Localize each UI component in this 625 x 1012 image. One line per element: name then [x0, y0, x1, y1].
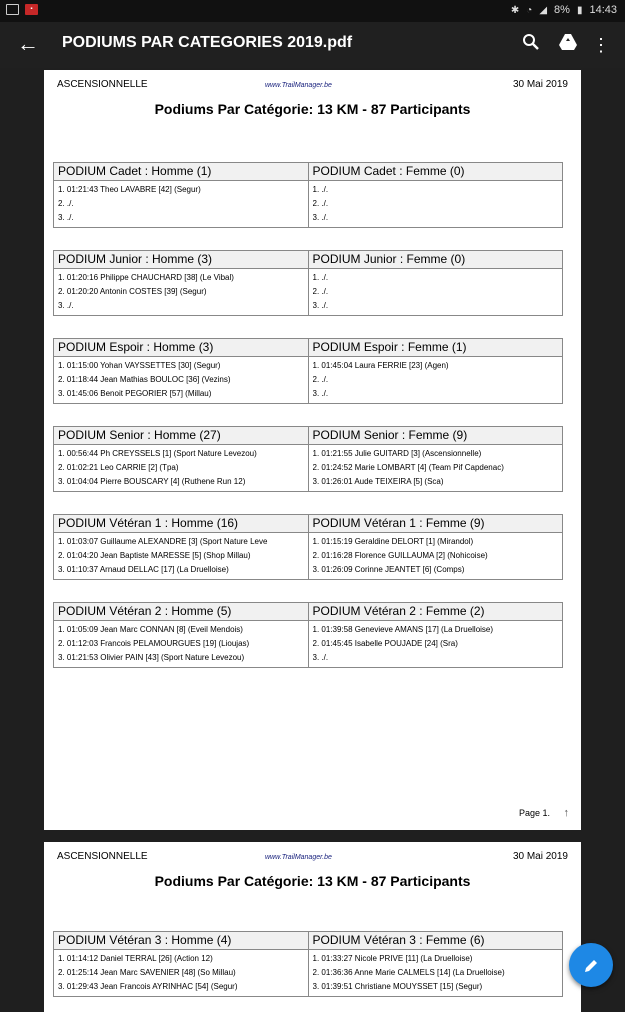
status-bar [0, 0, 625, 22]
result-row: 2. ./. [312, 375, 329, 384]
result-row: 1. 01:05:09 Jean Marc CONNAN [8] (Eveil Mendois) [58, 625, 243, 634]
battery-level: 8% [554, 4, 570, 16]
result-row: 2. ./. [312, 199, 329, 208]
result-row: 1. 01:33:27 Nicole PRIVE [11] (La Druelloise) [312, 954, 473, 963]
result-row: 1. ./. [312, 273, 329, 282]
result-row: 1. 00:56:44 Ph CREYSSELS [1] (Sport Nature Levezou) [58, 449, 257, 458]
podium-women-results [308, 533, 563, 579]
bluetooth-icon: ✱ [510, 4, 520, 16]
signal-icon: ◢ [539, 4, 548, 16]
result-row: 1. 01:03:07 Guillaume ALEXANDRE [3] (Sport Nature Leve [58, 537, 268, 546]
podium-block [53, 250, 563, 316]
podium-block [53, 338, 563, 404]
document-title: Podiums Par Catégorie: 13 KM - 87 Participants [154, 101, 471, 117]
podium-title-men: PODIUM Espoir : Homme (3) [58, 340, 214, 354]
result-row: 2. 01:12:03 Francois PELAMOURGUES [19] (Lioujas) [58, 639, 250, 648]
news-app-icon: ▪ [25, 4, 38, 15]
podium-title-men: PODIUM Junior : Homme (3) [58, 252, 213, 266]
result-row: 2. 01:36:36 Anne Marie CALMELS [14] (La Druelloise) [312, 968, 505, 977]
podium-title-men: PODIUM Vétéran 3 : Homme (4) [58, 933, 232, 947]
result-row: 1. 01:21:55 Julie GUITARD [3] (Ascensionnelle) [312, 449, 482, 458]
result-row: 2. 01:20:20 Antonin COSTES [39] (Segur) [58, 287, 207, 296]
result-row: 1. 01:14:12 Daniel TERRAL [26] (Action 12) [58, 954, 213, 963]
clock: 14:43 [589, 4, 617, 16]
podium-women-results [308, 950, 563, 996]
result-row: 3. 01:29:43 Jean Francois AYRINHAC [54] (Segur) [58, 982, 238, 991]
result-row: 3. 01:26:01 Aude TEIXEIRA [5] (Sca) [312, 477, 444, 486]
search-icon[interactable] [518, 32, 544, 58]
podium-men-results [54, 533, 308, 579]
result-row: 3. 01:04:04 Pierre BOUSCARY [4] (Ruthene Run 12) [58, 477, 246, 486]
result-row: 2. 01:04:20 Jean Baptiste MARESSE [5] (Shop Millau) [58, 551, 251, 560]
podium-women-results [308, 621, 563, 667]
page-header-organizer: ASCENSIONNELLE [57, 851, 148, 862]
podium-title-women: PODIUM Vétéran 1 : Femme (9) [308, 515, 563, 532]
result-row: 1. 01:20:16 Philippe CHAUCHARD [38] (Le Vibal) [58, 273, 234, 282]
podium-men-results [54, 445, 308, 491]
podium-title-women: PODIUM Cadet : Femme (0) [308, 163, 563, 180]
result-row: 2. ./. [312, 287, 329, 296]
podium-title-women: PODIUM Vétéran 2 : Femme (2) [308, 603, 563, 620]
result-row: 2. 01:25:14 Jean Marc SAVENIER [48] (So Millau) [58, 968, 236, 977]
result-row: 1. ./. [312, 185, 329, 194]
result-row: 3. ./. [58, 213, 74, 222]
page-header-date: 30 Mai 2019 [512, 79, 568, 90]
app-bar [0, 22, 625, 68]
page-header-url: www.TrailManager.be [265, 854, 332, 861]
podium-block [53, 426, 563, 492]
result-row: 3. 01:21:53 Olivier PAIN [43] (Sport Nature Levezou) [58, 653, 245, 662]
podium-title-women: PODIUM Junior : Femme (0) [308, 251, 563, 268]
result-row: 3. ./. [312, 301, 329, 310]
result-row: 3. ./. [312, 653, 329, 662]
podium-title-women: PODIUM Vétéran 3 : Femme (6) [308, 932, 563, 949]
arrow-up-icon: ↑ [563, 807, 569, 819]
pencil-icon [582, 957, 600, 975]
result-row: 3. ./. [312, 213, 329, 222]
page-header-date: 30 Mai 2019 [512, 851, 568, 862]
result-row: 1. 01:15:19 Geraldine DELORT [1] (Mirandol) [312, 537, 474, 546]
alarm-icon: ◔ [526, 4, 533, 16]
podium-title-men: PODIUM Cadet : Homme (1) [58, 164, 212, 178]
edit-fab-button[interactable] [569, 943, 613, 987]
podium-men-results [54, 357, 308, 403]
podium-block [53, 602, 563, 668]
podium-men-results [54, 621, 308, 667]
result-row: 3. 01:26:09 Corinne JEANTET [6] (Comps) [312, 565, 465, 574]
result-row: 2. 01:24:52 Marie LOMBART [4] (Team Pif Capdenac) [312, 463, 504, 472]
document-filename: PODIUMS PAR CATEGORIES 2019.pdf [62, 34, 353, 51]
document-title: Podiums Par Catégorie: 13 KM - 87 Participants [154, 873, 471, 889]
result-row: 2. 01:18:44 Jean Mathias BOULOC [36] (Vezins) [58, 375, 231, 384]
result-row: 3. 01:10:37 Arnaud DELLAC [17] (La Druelloise) [58, 565, 229, 574]
podium-title-men: PODIUM Vétéran 2 : Homme (5) [58, 604, 232, 618]
podium-block [53, 514, 563, 580]
result-row: 2. ./. [58, 199, 74, 208]
result-row: 2. 01:16:28 Florence GUILLAUMA [2] (Nohicoise) [312, 551, 488, 560]
google-drive-icon[interactable] [555, 32, 581, 58]
podium-block [53, 162, 563, 228]
back-arrow-icon[interactable]: ← [17, 31, 39, 56]
podium-women-results [308, 357, 563, 403]
podium-title-men: PODIUM Senior : Homme (27) [58, 428, 221, 442]
status-bar-notifications [6, 4, 38, 15]
result-row: 2. 01:02:21 Leo CARRIE [2] (Tpa) [58, 463, 179, 472]
page-header-organizer: ASCENSIONNELLE [57, 79, 148, 90]
pdf-page-1[interactable] [44, 70, 581, 830]
more-options-icon[interactable]: ⋮ [592, 35, 610, 55]
result-row: 1. 01:21:43 Theo LAVABRE [42] (Segur) [58, 185, 201, 194]
gallery-icon [6, 4, 19, 15]
result-row: 3. 01:45:06 Benoit PEGORIER [57] (Millau) [58, 389, 212, 398]
result-row: 1. 01:45:04 Laura FERRIE [23] (Agen) [312, 361, 449, 370]
podium-block [53, 931, 563, 997]
result-row: 2. 01:45:45 Isabelle POUJADE [24] (Sra) [312, 639, 458, 648]
podium-men-results [54, 181, 308, 227]
result-row: 3. ./. [312, 389, 329, 398]
podium-title-men: PODIUM Vétéran 1 : Homme (16) [58, 516, 239, 530]
result-row: 1. 01:15:00 Yohan VAYSSETTES [30] (Segur) [58, 361, 221, 370]
result-row: 1. 01:39:58 Genevieve AMANS [17] (La Druelloise) [312, 625, 494, 634]
podium-women-results [308, 269, 563, 315]
status-bar-system [511, 4, 617, 16]
podium-men-results [54, 269, 308, 315]
podium-title-women: PODIUM Espoir : Femme (1) [308, 339, 563, 356]
podium-women-results [308, 445, 563, 491]
page-header-url: www.TrailManager.be [265, 82, 332, 89]
podium-women-results [308, 181, 563, 227]
result-row: 3. 01:39:51 Christiane MOUYSSET [15] (Segur) [312, 982, 483, 991]
podium-title-women: PODIUM Senior : Femme (9) [308, 427, 563, 444]
battery-icon: ▮ [576, 4, 583, 16]
podium-men-results [54, 950, 308, 996]
pdf-page-2[interactable] [44, 842, 581, 1012]
result-row: 3. ./. [58, 301, 74, 310]
page-number: Page 1. [518, 808, 550, 818]
